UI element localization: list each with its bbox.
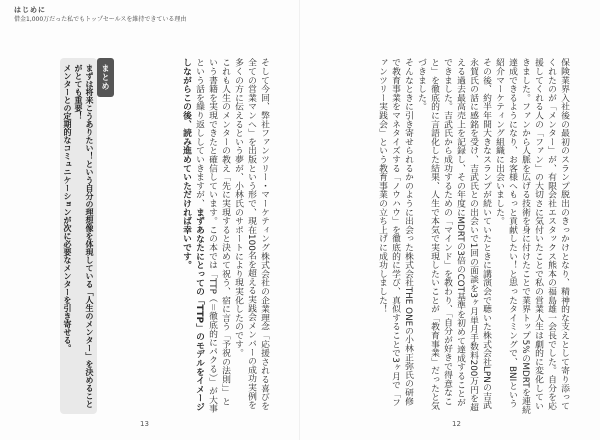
right-paragraph-1: 保険業界入社後の最初のスランプ脱出のきっかけとなり、精神的な支えとして寄り添ってくれたのが「メンター」が、有限会社エスタックス熊本の福島雄一会長でした。自分を応援してくれる人の「ファン」の大切さに気付いたことで私の営業人生は劇的に変化していきました。ファンから人脈を広げる技術を身に付けたことで業界トップ5%のMDRTを連続達成できるようになり、お客様へもっと貢献したい！と思ったタイミングで、BNIという紹介マーケティング組織に出会いました。 [494, 58, 569, 414]
left-paragraph-2-text: これも人生のメンターの教え「先に実現すると決めて祝う、宿に言う「予祝の法則」」という書籍を実現できたと確信しています。この本では「TTP（＝徹底的にパクる）」が大事という話を繰り返ししていきますが、 [194, 58, 230, 413]
running-head [14, 6, 186, 24]
left-paragraph-1: そして今回、弊社ファンツリー・マーケティング株式会社の企業理念「応援される喜びを全ての営業マンへ」を出版という形で、現在100名を超える実践会メンバーの成功実例を多くの方に伝えるという夢が、小林氏のサポートにより現実化したのです。 [233, 58, 269, 410]
section-title: はじめに [14, 6, 46, 14]
summary-line-1: まずは将来こうありたい！という自分の理想像を体現している「人生のメンター」を決めることがとても重要！ [74, 64, 94, 408]
left-paragraph-2 [179, 58, 231, 414]
right-paragraph-2: その後、約半年間大きなスランプが続いていたときに講演会で聴いた株式会社LPNの吉武永賀氏の話に感銘を受け、吉武氏との出会いで1回の面談を3ヶ月単月手数料200万円を超える過去最高売上を記録し、その年度にMDRTの3倍のCOT基準を初めて達成することができました。吉武氏から成功するための「マインド」を教わり、「自分が好きで得意なこと」を徹底的に言語化した結果、人生で本気で実現したいことが「教育事業」だったと気づきました。 [416, 58, 491, 412]
page-number-right: 12 [452, 420, 461, 428]
summary-line-2: メンターとの定期的なコミュニケーションが次に必要なメンターを引き寄せる。 [63, 64, 72, 352]
section-subtitle: 借金1,000万だった私でもトップセールスを維持できている理由 [14, 16, 187, 23]
summary-label: まとめ [97, 58, 114, 97]
right-page-body [338, 58, 570, 414]
page-gutter [299, 0, 300, 440]
left-page-body [126, 58, 270, 414]
summary-body [60, 58, 97, 414]
page-number-left: 13 [140, 420, 149, 428]
left-paragraph-2-strong: まずあなたにとっての「TTP」のモデルをイメージしながらこの後、読み進めていただければ幸いです。 [181, 58, 204, 412]
right-paragraph-3: そんなときに引き寄せられるかのように出会った株式会社THE ONEの小林正弥氏の研修で教育事業をマネタイズする「ノウハウ」を徹底的に学び、真似することで3ヶ月で「ファンツリー実践会」という教育事業の立ち上げに成功しました！ [377, 58, 413, 407]
summary-box [48, 58, 114, 414]
